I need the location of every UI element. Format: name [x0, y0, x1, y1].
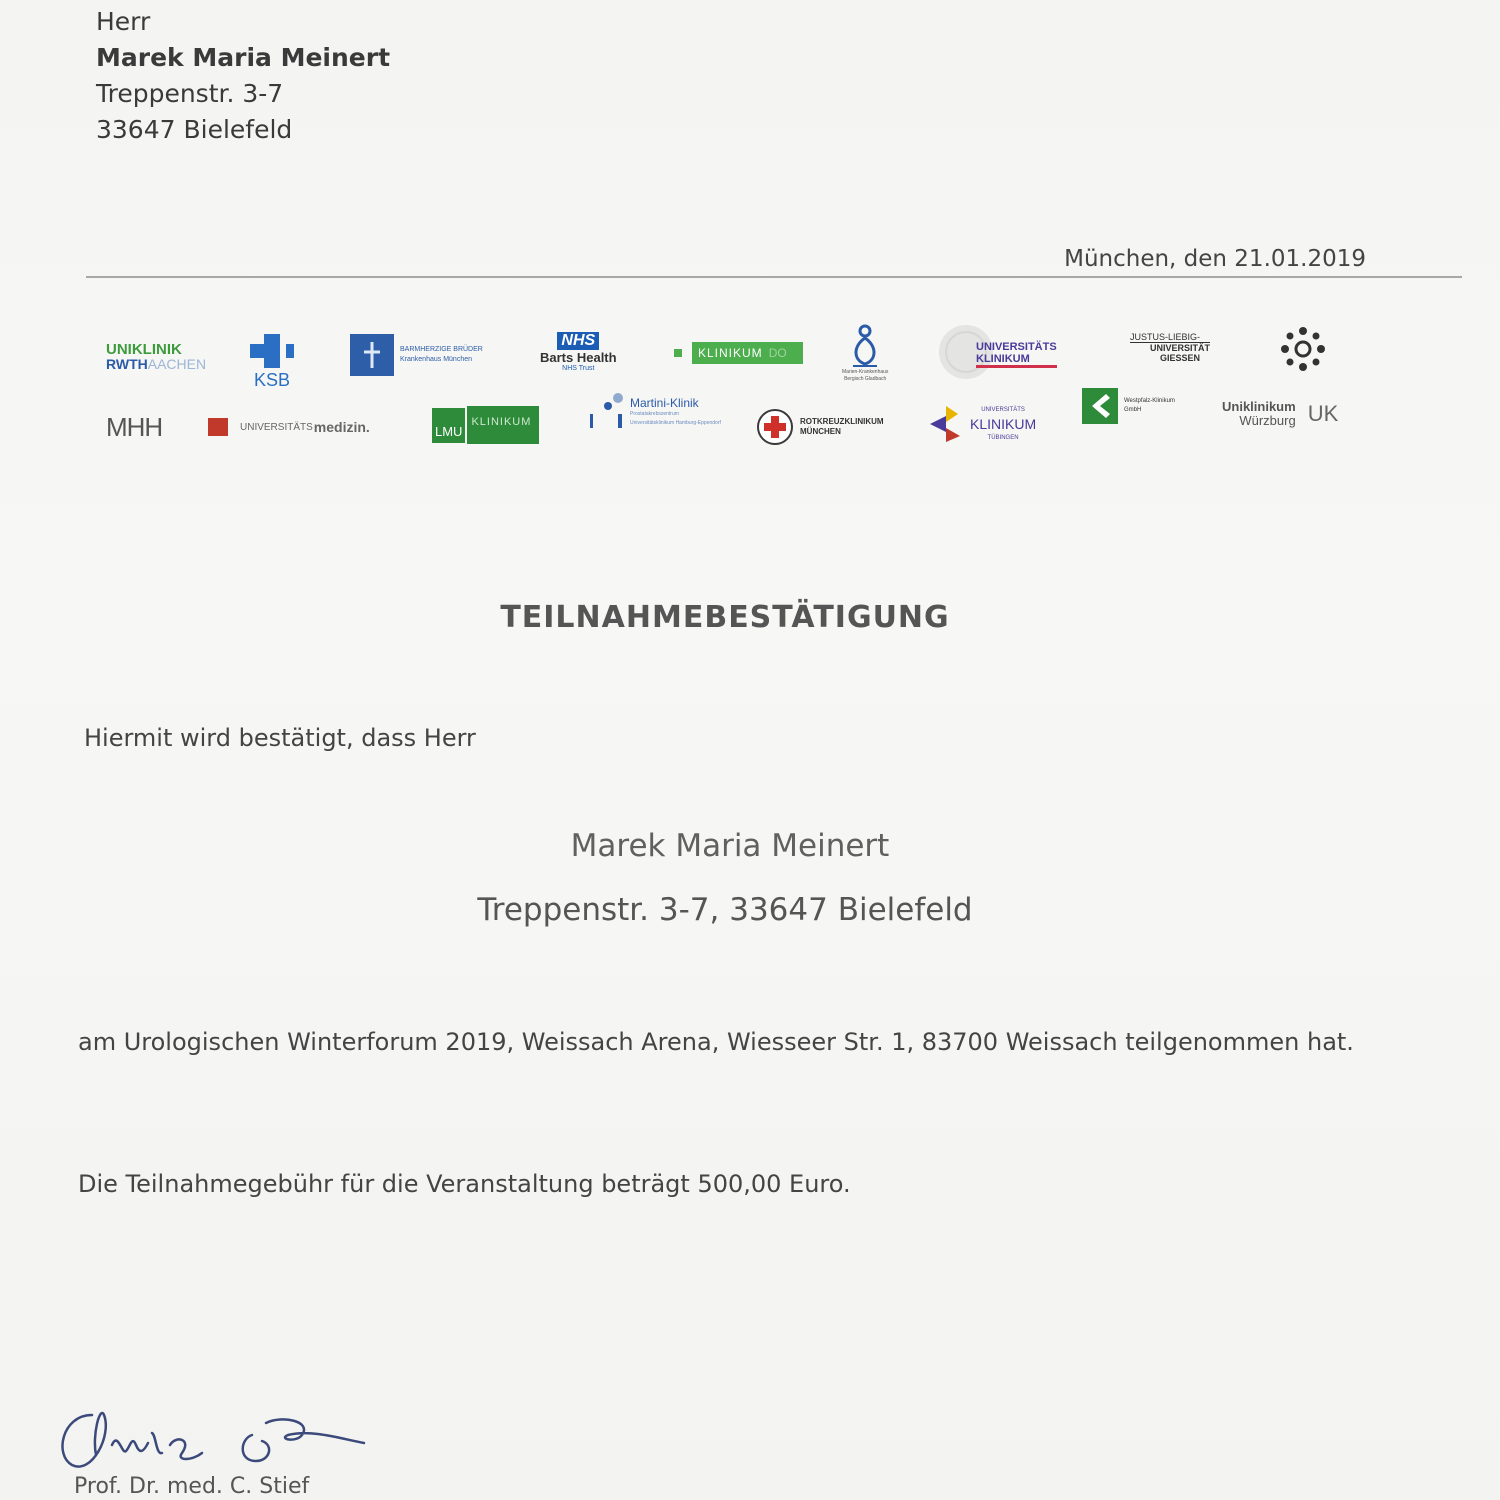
westpfalz-arrow-icon [1082, 388, 1118, 424]
logo-martini-klinik: Martini-Klinik Prostatakrebszentrum Universitätsklinikum Hamburg-Eppendorf [588, 392, 721, 432]
logo-universitaetsmedizin: UNIVERSITÄTS medizin. [208, 418, 370, 436]
klinikum-do-square-icon [674, 349, 682, 357]
ksb-cross-icon [250, 334, 294, 368]
logo-mhh: MHH [106, 412, 163, 442]
logo-barmherzige-brueder: BARMHERZIGE BRÜDER Krankenhaus München [350, 334, 483, 376]
logo-uniklinikum-tuebingen: UNIVERSITÄTS KLINIKUM TÜBINGEN [928, 404, 1036, 444]
logo-marien-krankenhaus: Marien-Krankenhaus Bergisch Gladbach [842, 324, 888, 382]
logo-ksb: KSB [250, 334, 294, 391]
marien-figure-icon [845, 324, 885, 368]
recipient-salutation: Herr [96, 7, 151, 36]
logo-rotkreuzklinikum: ROTKREUZKLINIKUM MÜNCHEN [756, 408, 884, 446]
logo-uniklinikum-freiburg: UNIVERSITÄTS KLINIKUM [938, 324, 1057, 380]
intro-sentence: Hiermit wird bestätigt, dass Herr [84, 724, 476, 752]
logo-lmu-klinikum: LMU KLINIKUM [432, 406, 539, 444]
recipient-city: 33647 Bielefeld [96, 115, 293, 144]
logo-uniklinikum-wuerzburg: Uniklinikum Würzburg UK [1222, 399, 1339, 428]
header-divider [86, 276, 1462, 278]
recipient-name: Marek Maria Meinert [96, 43, 391, 72]
recipient-address [96, 4, 390, 148]
participant-address: Treppenstr. 3-7, 33647 Bielefeld [477, 892, 973, 928]
recipient-street: Treppenstr. 3-7 [96, 79, 284, 108]
unimedizin-square-icon [208, 418, 228, 436]
handwritten-signature [52, 1395, 382, 1485]
red-cross-icon [756, 408, 794, 446]
barmherzige-emblem-icon [350, 334, 394, 376]
logo-jlu-giessen: JUSTUS-LIEBIG- UNIVERSITÄT GIESSEN [1130, 332, 1211, 363]
martini-dots-icon [588, 392, 624, 432]
fee-paragraph: Die Teilnahmegebühr für die Veranstaltung beträgt 500,00 Euro. [78, 1170, 851, 1198]
logo-westpfalz-klinikum: Westpfalz-Klinikum GmbH [1082, 388, 1175, 424]
logo-klinikum-do: KLINIKUM DO [674, 342, 803, 364]
document-title: TEILNAHMEBESTÄTIGUNG [500, 600, 950, 635]
signer-name: Prof. Dr. med. C. Stief [74, 1474, 310, 1499]
tuebingen-arrows-icon [928, 404, 964, 444]
date-line: München, den 21.01.2019 [1064, 246, 1366, 272]
logo-uniklinik-rwth: UNIKLINIK RWTHAACHEN [106, 341, 207, 372]
logo-nhs-barts: NHS Barts Health NHS Trust [540, 332, 617, 372]
participant-name: Marek Maria Meinert [570, 828, 890, 864]
ornament-gear-icon [1280, 326, 1326, 372]
logo-ornament [1280, 326, 1326, 372]
event-paragraph: am Urologischen Winterforum 2019, Weissach Arena, Wiesseer Str. 1, 83700 Weissach teilgenommen hat. [78, 1028, 1354, 1056]
